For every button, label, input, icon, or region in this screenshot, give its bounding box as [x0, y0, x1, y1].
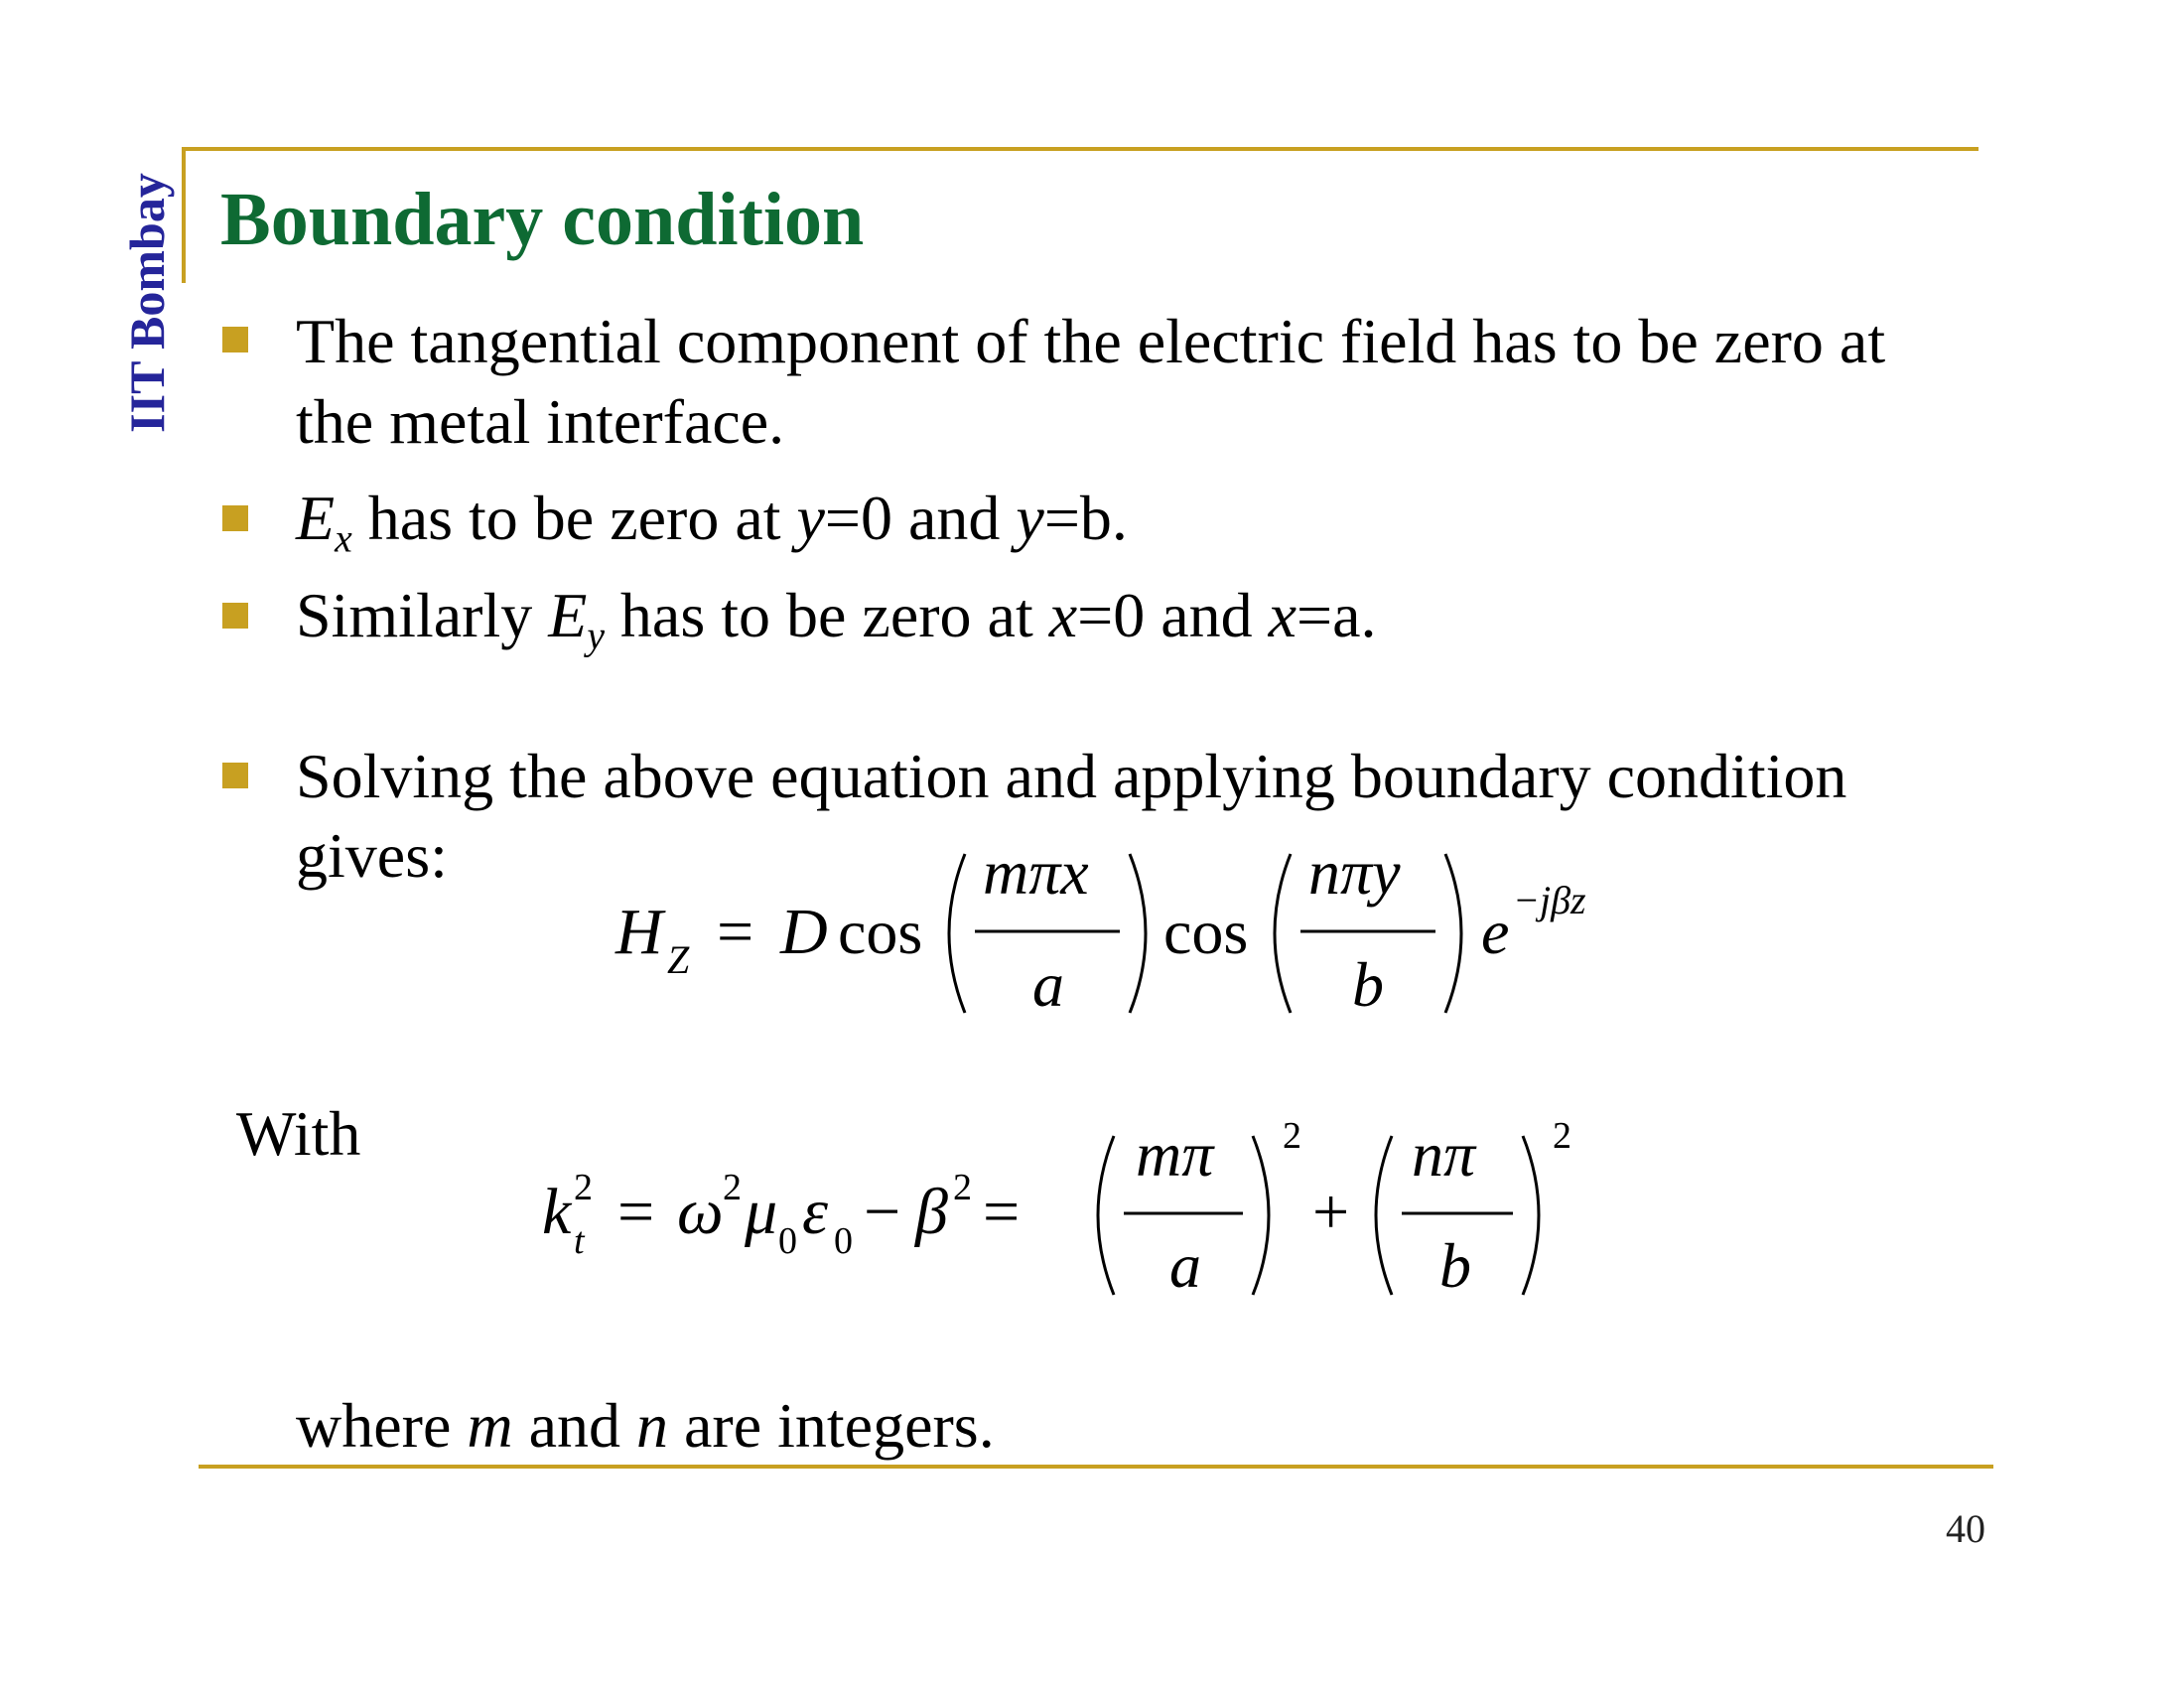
- bullet-2-t2: =b.: [1043, 483, 1128, 553]
- bullet-3-var: E: [548, 580, 588, 650]
- eq2-omega-sup: 2: [723, 1167, 742, 1208]
- eq1-lhs: H: [615, 896, 663, 968]
- equation-kt: [526, 1112, 1598, 1331]
- eq1-cos-2: cos: [1163, 897, 1249, 967]
- eq2-right-paren-2: [1523, 1136, 1539, 1295]
- slide-title: Boundary condition: [220, 178, 865, 261]
- equation-hz: [596, 834, 1648, 1033]
- bullet-marker-1: [222, 327, 248, 352]
- bullet-2-mid: has to be zero at: [351, 483, 797, 553]
- eq1-lhs-sub: Z: [667, 937, 690, 982]
- eq2-sup-1: 2: [1283, 1115, 1301, 1157]
- left-vertical-rule: [182, 147, 186, 283]
- eq2-omega: ω: [677, 1176, 724, 1248]
- eq1-coef: D: [780, 896, 828, 968]
- bullet-3-var-sub: y: [587, 614, 605, 658]
- eq2-beta: β: [915, 1176, 948, 1248]
- eq2-beta-sup: 2: [953, 1167, 972, 1208]
- bullet-1-line-1: The tangential component of the electric field has to be zero at: [296, 306, 1886, 376]
- eq2-numerator-1: mπ: [1136, 1119, 1214, 1190]
- eq2-numerator-2: nπ: [1412, 1119, 1476, 1190]
- bullet-2-v1: y: [796, 483, 825, 553]
- eq1-left-paren-2: [1275, 854, 1291, 1013]
- eq2-mu: μ: [745, 1176, 778, 1248]
- bottom-rule: [199, 1465, 1993, 1469]
- bullet-3-text: [296, 580, 1377, 658]
- eq2-plus: +: [1312, 1176, 1350, 1248]
- eq1-denominator-1: a: [1032, 949, 1064, 1020]
- eq2-left-paren-1: [1098, 1136, 1114, 1295]
- bullet-3-t2: =a.: [1297, 580, 1377, 650]
- integers-note: [296, 1390, 995, 1461]
- note-mid: and: [512, 1390, 636, 1461]
- bullet-3-v1: x: [1048, 580, 1078, 650]
- bullet-2-var: E: [296, 483, 336, 553]
- bullet-marker-4: [222, 763, 248, 788]
- eq1-cos-1: cos: [838, 897, 923, 967]
- note-n: n: [635, 1390, 668, 1461]
- eq2-k-sub: t: [574, 1220, 585, 1262]
- eq1-denominator-2: b: [1352, 949, 1384, 1020]
- eq2-denominator-1: a: [1169, 1230, 1201, 1301]
- eq2-eps: ε: [802, 1176, 829, 1248]
- side-label-iit-bombay: IIT Bombay: [119, 173, 175, 433]
- bullet-1-line-2: the metal interface.: [296, 386, 785, 457]
- bullet-3-mid: has to be zero at: [604, 580, 1049, 650]
- eq2-sup-2: 2: [1553, 1115, 1571, 1157]
- eq2-left-paren-2: [1376, 1136, 1392, 1295]
- bullet-4-line-2: gives:: [296, 820, 448, 891]
- bullet-2-text: [296, 483, 1128, 561]
- note-pre: where: [296, 1390, 468, 1461]
- bullet-3-pre: Similarly: [296, 580, 549, 650]
- eq2-minus: −: [864, 1176, 901, 1248]
- eq2-equals-1: =: [617, 1176, 655, 1248]
- top-rule: [182, 147, 1979, 151]
- eq1-right-paren-2: [1445, 854, 1461, 1013]
- eq2-k: k: [542, 1176, 572, 1248]
- page-number: 40: [1946, 1506, 1985, 1551]
- eq1-left-paren-1: [949, 854, 965, 1013]
- eq1-numerator-2: nπy: [1308, 837, 1401, 908]
- eq2-eps-sub: 0: [834, 1220, 853, 1262]
- bullet-4-line-1: Solving the above equation and applying boundary condition: [296, 741, 1847, 811]
- eq1-numerator-1: mπx: [983, 837, 1089, 908]
- note-post: are integers.: [667, 1390, 995, 1461]
- eq1-exp-base: e: [1481, 897, 1510, 967]
- eq2-right-paren-1: [1253, 1136, 1269, 1295]
- bullet-2-var-sub: x: [335, 516, 352, 561]
- note-m: m: [467, 1390, 513, 1461]
- eq2-k-sup: 2: [574, 1167, 593, 1208]
- bullet-3-v2: x: [1268, 580, 1297, 650]
- eq2-mu-sub: 0: [778, 1220, 797, 1262]
- eq1-exp-power: −jβz: [1513, 878, 1586, 922]
- eq1-equals: =: [717, 896, 754, 968]
- eq1-right-paren-1: [1130, 854, 1146, 1013]
- bullet-2-t1: =0 and: [824, 483, 1017, 553]
- bullet-marker-3: [222, 603, 248, 629]
- eq2-equals-2: =: [983, 1176, 1021, 1248]
- bullet-marker-2: [222, 505, 248, 531]
- eq2-denominator-2: b: [1439, 1230, 1471, 1301]
- bullet-2-v2: y: [1016, 483, 1044, 553]
- bullet-3-t1: =0 and: [1077, 580, 1269, 650]
- with-label: With: [236, 1098, 361, 1169]
